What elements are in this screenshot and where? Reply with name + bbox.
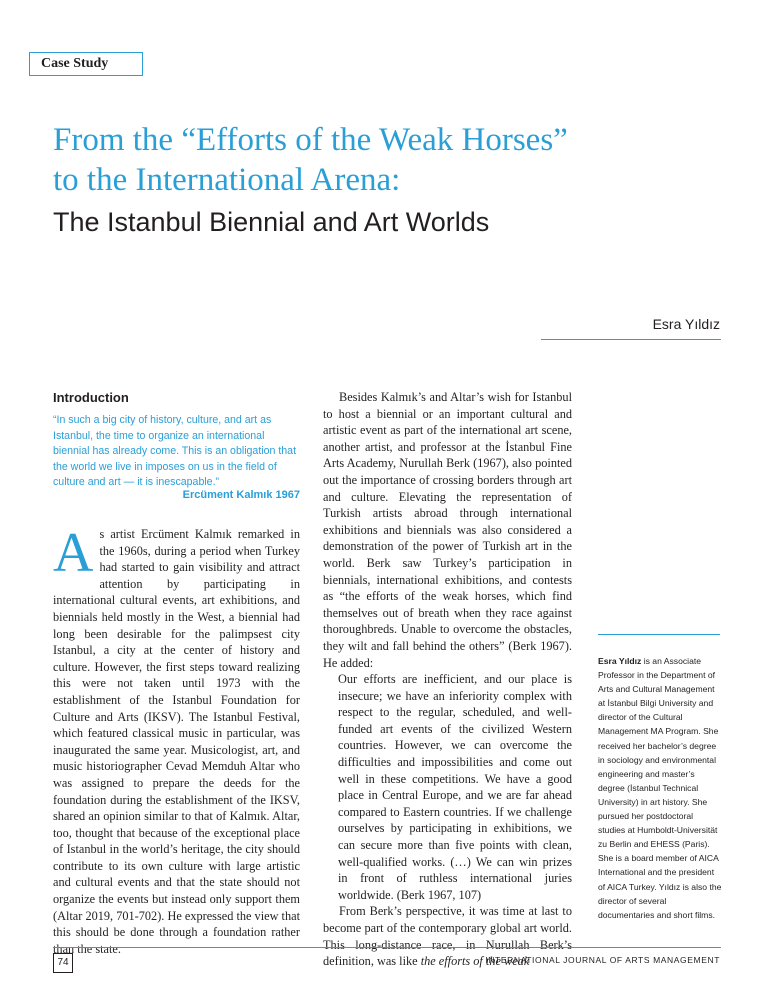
footer-divider — [53, 947, 721, 948]
bio-text: is an Associate Professor in the Department of Arts and Cultural Management at İstanbul Bilgi University and director of the Cultural Management MA Program. She received her bachelor’s degree in sociology and environmental engineering and master’s degree (İstanbul Technical University) in art history. She pursued her postdoctoral studies at Humboldt-Universität zu Berlin and EHESS (Paris). She is a board member of AICA International and the president of AICA Turkey. Yıldız is also the director of several documentaries and short films. — [598, 656, 722, 920]
author-divider — [541, 339, 721, 340]
article-title — [53, 120, 743, 200]
title-line-2: to the International Arena: — [53, 162, 401, 198]
page-number: 74 — [53, 953, 73, 973]
body-column-1 — [53, 522, 300, 957]
author-name: Esra Yıldız — [652, 316, 720, 332]
col2-paragraph-1: Besides Kalmık’s and Altar’s wish for Istanbul to host a biennial or an important cultural and artistic event as part of the international art scene, another artist, and professor at the İstanbul Fine Arts Academy, Nurullah Berk (1967), also pointed out the importance of crossing borders through art and culture. Elevating the representation of Turkish artists abroad through international exhibitions and biennials was also considered a demonstration of the power of Turkish art in the world. Berk saw Turkey’s participation in biennials, international exhibitions, and contests as “the efforts of the weak horses, which find themselves out of breath when they race against thoroughbreds. Unable to overcome the obstacles, they wilt and fall behind the others” (Berk 1967). He added: — [323, 390, 572, 670]
author-bio — [598, 654, 722, 922]
journal-name: INTERNATIONAL JOURNAL OF ARTS MANAGEMENT — [485, 955, 720, 965]
drop-cap: A — [53, 522, 94, 584]
block-quote: Our efforts are inefficient, and our place is insecure; we have an inferiority complex with respect to the regular, scheduled, and well-funded art events of the civilized Western countries. However, we can overcome the difficulties and impossibilities and come out well in these competitions. We have a good place in Central Europe, and we are far ahead compared to Eastern countries. If we challenge ourselves by participating in exhibitions, we can secure more than five points with clean, well-qualified works. (…) We can win prizes in front of ruthless international juries worldwide. (Berk 1967, 107) — [338, 672, 572, 902]
col1-paragraph: s artist Ercüment Kalmık remarked in the 1960s, during a period when Turkey had started to gain visibility and attract attention by participating in international cultural events, art exhibitions, and biennials held mostly in the West, a biennial had long been desirable for the palimpsest city Istanbul, a city at the center of history and culture. However, the first steps toward realizing this were not taken until 1973 with the establishment of the Istanbul Foundation for Culture and Arts (IKSV). The Istanbul Festival, which featured classical music in particular, was inaugurated the same year. Musicologist, art, and music historiographer Cevad Memduh Altar who was assigned to prepare the deeds for the foundation during the establishment of the IKSV, shared an opinion similar to that of Kalmık. Altar, too, thought that because of the exceptional place of Istanbul in the world’s heritage, the city should contribute to its own culture with large artistic and cultural events and that the state should not organize the events but instead only support them (Altar 2019, 701-702). He expressed the view that this should be done through a foundation rather than the state. — [53, 527, 300, 956]
bio-divider — [598, 634, 720, 635]
article-subtitle: The Istanbul Biennial and Art Worlds — [53, 207, 490, 237]
title-line-1: From the “Efforts of the Weak Horses” — [53, 122, 568, 158]
epigraph-quote: “In such a big city of history, culture, and art as Istanbul, the time to organize an international biennial has already come. This is an obligation that the world we live in imposes on us in the field of culture and art — it is inescapable.” — [53, 414, 297, 488]
epigraph-citation: Ercüment Kalmık 1967 — [182, 489, 300, 501]
bio-name: Esra Yıldız — [598, 656, 642, 666]
section-tag: Case Study — [29, 52, 143, 76]
intro-heading: Introduction — [53, 390, 129, 405]
col2-paragraph-2-text: From Berk’s perspective, it was time at last to become part of the contemporary global art world. This long-distance race, in Nurullah Berk’s definition, was like — [323, 904, 572, 969]
col2-paragraph-2-emphasis: the efforts of the weak — [420, 954, 530, 969]
body-column-2 — [323, 389, 572, 970]
